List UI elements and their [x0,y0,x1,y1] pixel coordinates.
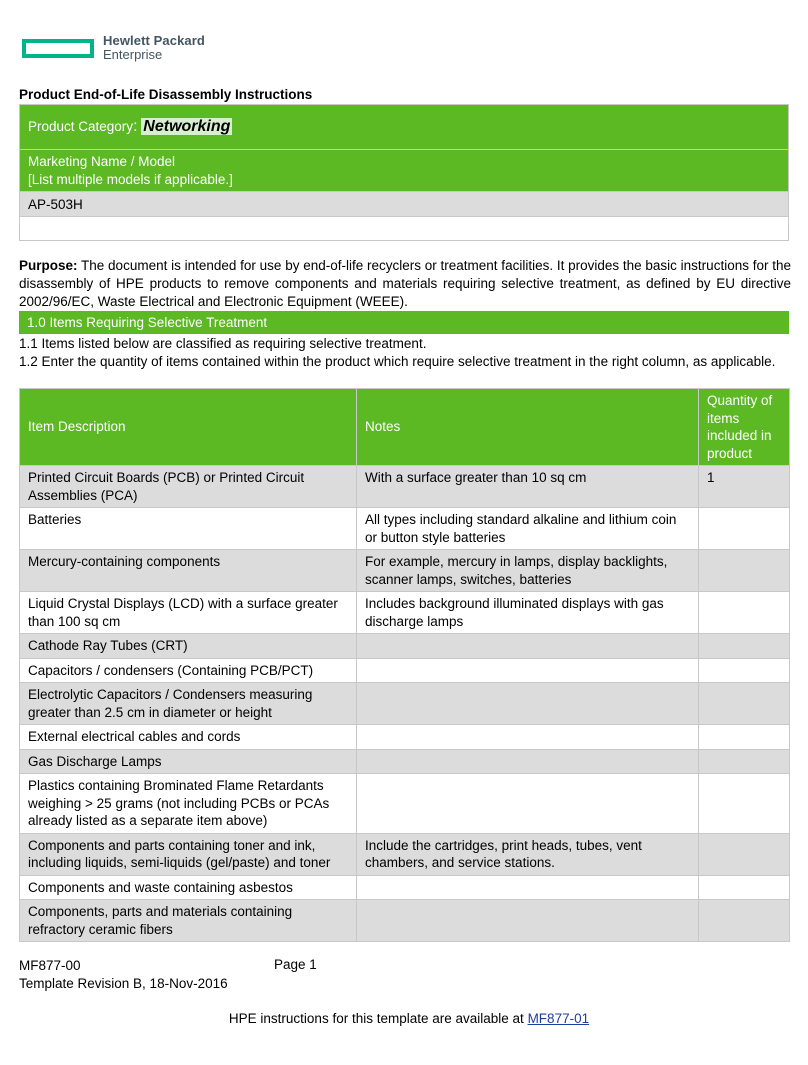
item-description-cell: Mercury-containing components [20,550,357,592]
quantity-cell[interactable] [699,749,790,774]
instruction-2: 1.2 Enter the quantity of items contained within the product which require selective treatment in the right column, as applicable. [19,354,776,369]
notes-cell [357,658,699,683]
quantity-cell[interactable] [699,774,790,834]
item-description-cell: Printed Circuit Boards (PCB) or Printed Circuit Assemblies (PCA) [20,466,357,508]
table-row [20,900,790,942]
header-quantity: Quantity of items included in product [699,389,790,466]
table-row [20,550,790,592]
notes-cell: With a surface greater than 10 sq cm [357,466,699,508]
model-row [20,192,789,217]
table-row [20,875,790,900]
item-description-cell: Electrolytic Capacitors / Condensers measuring greater than 2.5 cm in diameter or height [20,683,357,725]
notes-cell: All types including standard alkaline and lithium coin or button style batteries [357,508,699,550]
footer-revision: Template Revision B, 18-Nov-2016 [19,976,228,991]
item-description-cell: Gas Discharge Lamps [20,749,357,774]
item-description-cell: Components, parts and materials containing refractory ceramic fibers [20,900,357,942]
logo-line-2: Enterprise [103,47,163,62]
logo-text [103,34,205,62]
item-description-cell: Batteries [20,508,357,550]
notes-cell [357,634,699,659]
purpose-label: Purpose: [19,258,78,273]
quantity-cell[interactable] [699,634,790,659]
table-row [20,683,790,725]
template-instructions-link[interactable]: MF877-01 [527,1011,590,1026]
quantity-cell[interactable] [699,683,790,725]
instructions [19,335,791,371]
quantity-cell[interactable] [699,833,790,875]
notes-cell [357,900,699,942]
quantity-cell[interactable] [699,725,790,750]
product-info-table [19,104,789,241]
table-header-row [20,389,790,466]
category-cell [20,105,789,150]
model-cell: AP-503H [20,192,789,217]
table-row [20,634,790,659]
notes-cell [357,725,699,750]
header-item-description: Item Description [20,389,357,466]
item-description-cell: Liquid Crystal Displays (LCD) with a surface greater than 100 sq cm [20,592,357,634]
table-row [20,658,790,683]
footer-note [0,1011,808,1026]
document-title: Product End-of-Life Disassembly Instructions [19,87,313,102]
empty-model-cell [20,217,789,241]
quantity-cell[interactable] [699,875,790,900]
item-description-cell: External electrical cables and cords [20,725,357,750]
item-description-cell: Capacitors / condensers (Containing PCB/PCT) [20,658,357,683]
logo-line-1: Hewlett Packard [103,33,205,48]
header-notes: Notes [357,389,699,466]
category-value: Networking [143,118,231,135]
hpe-logo [22,33,205,62]
selective-treatment-table [19,388,790,942]
footer-doc-id: MF877-00 [19,958,81,973]
table-row [20,466,790,508]
instruction-1: 1.1 Items listed below are classified as requiring selective treatment. [19,336,427,351]
quantity-cell[interactable] [699,900,790,942]
purpose-text: The document is intended for use by end-of-life recyclers or treatment facilities. It provides the basic instructions for the disassembly of HPE products to remove components and materials requiring selective treatment, as defined by EU directive 2002/96/EC, Waste Electrical and Electronic Equipment (WEEE). [19,258,791,309]
notes-cell [357,875,699,900]
quantity-cell[interactable] [699,508,790,550]
marketing-sublabel: [List multiple models if applicable.] [28,171,233,187]
notes-cell [357,683,699,725]
quantity-cell[interactable]: 1 [699,466,790,508]
notes-cell [357,749,699,774]
marketing-label: Marketing Name / Model [28,153,176,169]
quantity-cell[interactable] [699,658,790,683]
item-description-cell: Components and parts containing toner and ink, including liquids, semi-liquids (gel/paste) and toner [20,833,357,875]
item-description-cell: Plastics containing Brominated Flame Retardants weighing > 25 grams (not including PCBs or PCAs already listed as a separate item above) [20,774,357,834]
empty-model-row [20,217,789,241]
marketing-row [20,150,789,192]
category-separator: : [133,118,138,135]
table-row [20,508,790,550]
marketing-cell [20,150,789,192]
notes-cell: For example, mercury in lamps, display backlights, scanner lamps, switches, batteries [357,550,699,592]
quantity-cell[interactable] [699,550,790,592]
notes-cell: Include the cartridges, print heads, tubes, vent chambers, and service stations. [357,833,699,875]
footer-note-text: HPE instructions for this template are available at [228,1011,528,1026]
table-row [20,592,790,634]
category-row [20,105,789,150]
item-description-cell: Cathode Ray Tubes (CRT) [20,634,357,659]
table-row [20,725,790,750]
table-body [20,466,790,942]
notes-cell: Includes background illuminated displays with gas discharge lamps [357,592,699,634]
table-row [20,774,790,834]
purpose-paragraph [19,257,791,311]
quantity-cell[interactable] [699,592,790,634]
table-row [20,749,790,774]
footer-left [19,957,228,993]
page-number: Page 1 [274,957,317,972]
table-row [20,833,790,875]
section-heading: 1.0 Items Requiring Selective Treatment [19,311,789,334]
notes-cell [357,774,699,834]
category-label: Product Category [28,119,134,134]
item-description-cell: Components and waste containing asbestos [20,875,357,900]
logo-bar [22,39,94,58]
